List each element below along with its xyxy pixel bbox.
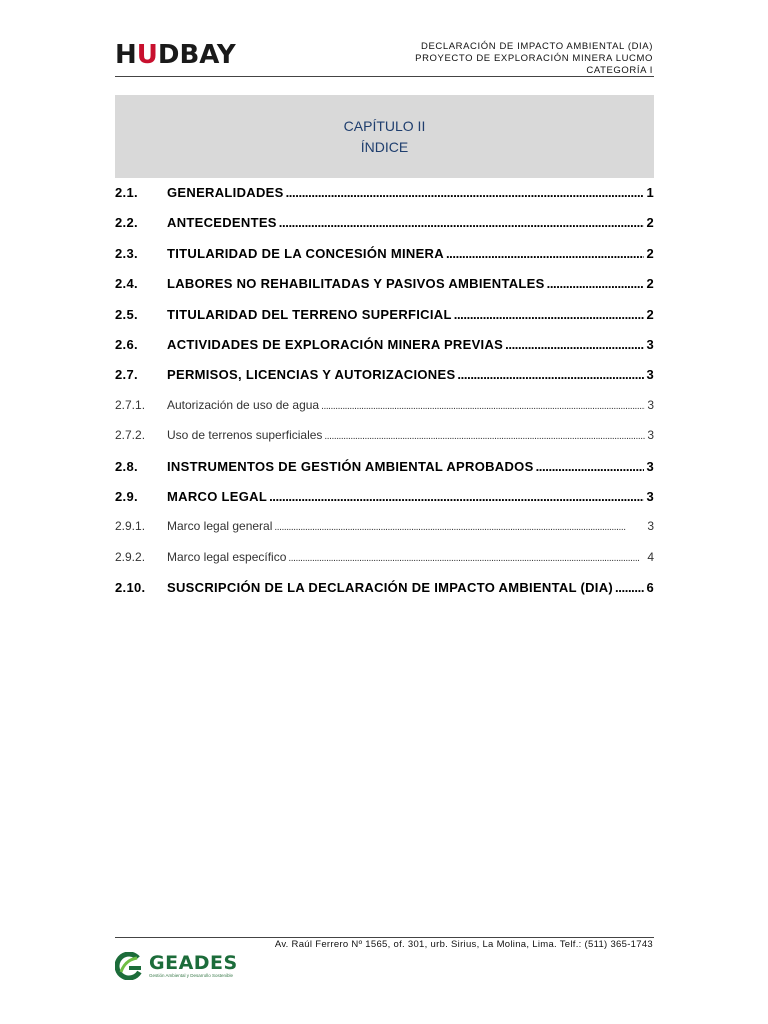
hudbay-logo <box>115 42 236 68</box>
toc-entry-page: 1 <box>646 185 654 200</box>
toc-entry-number: 2.10. <box>115 580 146 596</box>
toc-entry-number: 2.5. <box>115 306 138 322</box>
toc-entry-number: 2.9.1. <box>115 519 146 534</box>
toc-entry-label: PERMISOS, LICENCIAS Y AUTORIZACIONES <box>167 367 456 383</box>
toc-entry-label: INSTRUMENTOS DE GESTIÓN AMBIENTAL APROBADOS <box>167 458 534 474</box>
toc-entry[interactable] <box>115 580 654 602</box>
geades-logo <box>115 952 238 980</box>
toc-entry-number: 2.4. <box>115 276 138 292</box>
toc-entry-label: ANTECEDENTES <box>167 215 277 231</box>
toc-leader-dots <box>457 367 644 382</box>
toc-entry-page: 3 <box>646 489 654 504</box>
toc-entry-label: Marco legal específico <box>167 549 287 564</box>
toc-entry-page: 6 <box>646 580 654 596</box>
toc-entry-number: 2.2. <box>115 215 138 231</box>
toc-entry-number: 2.8. <box>115 458 138 474</box>
index-title: ÍNDICE <box>360 139 409 155</box>
toc-entry-page: 3 <box>646 337 654 352</box>
toc-entry-page: 3 <box>647 428 654 443</box>
footer-divider <box>115 937 654 938</box>
geades-brand-name: GEADES <box>149 952 238 974</box>
toc-entry-page: 3 <box>647 519 654 534</box>
toc-entry-label: SUSCRIPCIÓN DE LA DECLARACIÓN DE IMPACTO AMBIENTAL (DIA) <box>167 580 614 596</box>
toc-leader-dots <box>288 550 645 564</box>
toc-entry-label: MARCO LEGAL <box>167 489 268 504</box>
toc-leader-dots <box>279 215 645 230</box>
toc-entry[interactable] <box>115 459 654 481</box>
toc-entry[interactable] <box>115 307 654 329</box>
toc-entry-label: Marco legal general <box>167 519 273 534</box>
toc-leader-dots <box>321 398 645 412</box>
toc-entry-label: LABORES NO REHABILITADAS Y PASIVOS AMBIENTALES <box>167 276 545 292</box>
toc-leader-dots <box>454 307 645 322</box>
toc-leader-dots <box>269 489 644 504</box>
header-line-3: CATEGORÍA I <box>586 65 653 76</box>
toc-entry[interactable] <box>115 428 654 450</box>
toc-entry[interactable] <box>115 519 654 541</box>
toc-entry-page: 4 <box>647 549 654 564</box>
toc-entry-label: TITULARIDAD DE LA CONCESIÓN MINERA <box>167 245 444 261</box>
toc-leader-dots <box>505 337 644 352</box>
toc-entry[interactable] <box>115 398 654 420</box>
toc-entry-label: Uso de terrenos superficiales <box>167 428 323 443</box>
toc-leader-dots <box>547 276 645 291</box>
toc-entry-page: 2 <box>646 245 654 261</box>
toc-entry-number: 2.3. <box>115 245 138 261</box>
toc-entry-number: 2.6. <box>115 337 138 352</box>
toc-entry-page: 3 <box>646 367 654 383</box>
toc-entry-number: 2.7.1. <box>115 397 146 412</box>
toc-entry[interactable] <box>115 489 654 511</box>
toc-leader-dots <box>274 519 645 533</box>
geades-tagline: Gestión Ambiental y Desarrollo Sostenible <box>149 973 234 978</box>
chapter-title-box <box>115 95 654 178</box>
toc-entry[interactable] <box>115 276 654 298</box>
toc-entry-page: 2 <box>646 276 654 292</box>
toc-entry-page: 2 <box>646 306 654 322</box>
toc-entry-number: 2.7. <box>115 367 138 383</box>
geades-logo-icon <box>115 952 143 980</box>
toc-entry[interactable] <box>115 367 654 389</box>
toc-entry[interactable] <box>115 337 654 359</box>
toc-leader-dots <box>286 185 645 200</box>
logo-text-start: H <box>115 40 137 70</box>
toc-entry-label: GENERALIDADES <box>167 185 284 200</box>
toc-entry-page: 2 <box>646 215 654 231</box>
toc-entry-page: 3 <box>647 397 654 412</box>
header-line-2: PROYECTO DE EXPLORACIÓN MINERA LUCMO <box>415 53 653 64</box>
toc-entry-number: 2.7.2. <box>115 428 146 443</box>
toc-entry[interactable] <box>115 246 654 268</box>
toc-leader-dots <box>324 428 645 442</box>
toc-entry-label: TITULARIDAD DEL TERRENO SUPERFICIAL <box>167 306 452 322</box>
toc-entry-label: Autorización de uso de agua <box>167 397 320 412</box>
logo-text-end: DBAY <box>157 40 236 70</box>
header-divider <box>115 76 654 77</box>
toc-entry-label: ACTIVIDADES DE EXPLORACIÓN MINERA PREVIAS <box>167 337 504 352</box>
toc-entry-number: 2.9. <box>115 489 138 504</box>
chapter-title: CAPÍTULO II <box>343 118 426 134</box>
toc-entry[interactable] <box>115 185 654 207</box>
toc-entry-number: 2.9.2. <box>115 549 146 564</box>
document-header <box>415 41 653 77</box>
toc-entry[interactable] <box>115 550 654 572</box>
toc-leader-dots <box>446 246 645 261</box>
toc-entry-page: 3 <box>646 458 654 474</box>
toc-leader-dots <box>536 459 645 474</box>
toc-entry-number: 2.1. <box>115 185 138 200</box>
footer-address: Av. Raúl Ferrero Nº 1565, of. 301, urb. Sirius, La Molina, Lima. Telf.: (511) 365-1743 <box>274 939 653 950</box>
toc-entry[interactable] <box>115 215 654 237</box>
header-line-1: DECLARACIÓN DE IMPACTO AMBIENTAL (DIA) <box>420 41 653 52</box>
toc-leader-dots <box>615 580 644 595</box>
logo-text-accent: U <box>136 40 158 70</box>
